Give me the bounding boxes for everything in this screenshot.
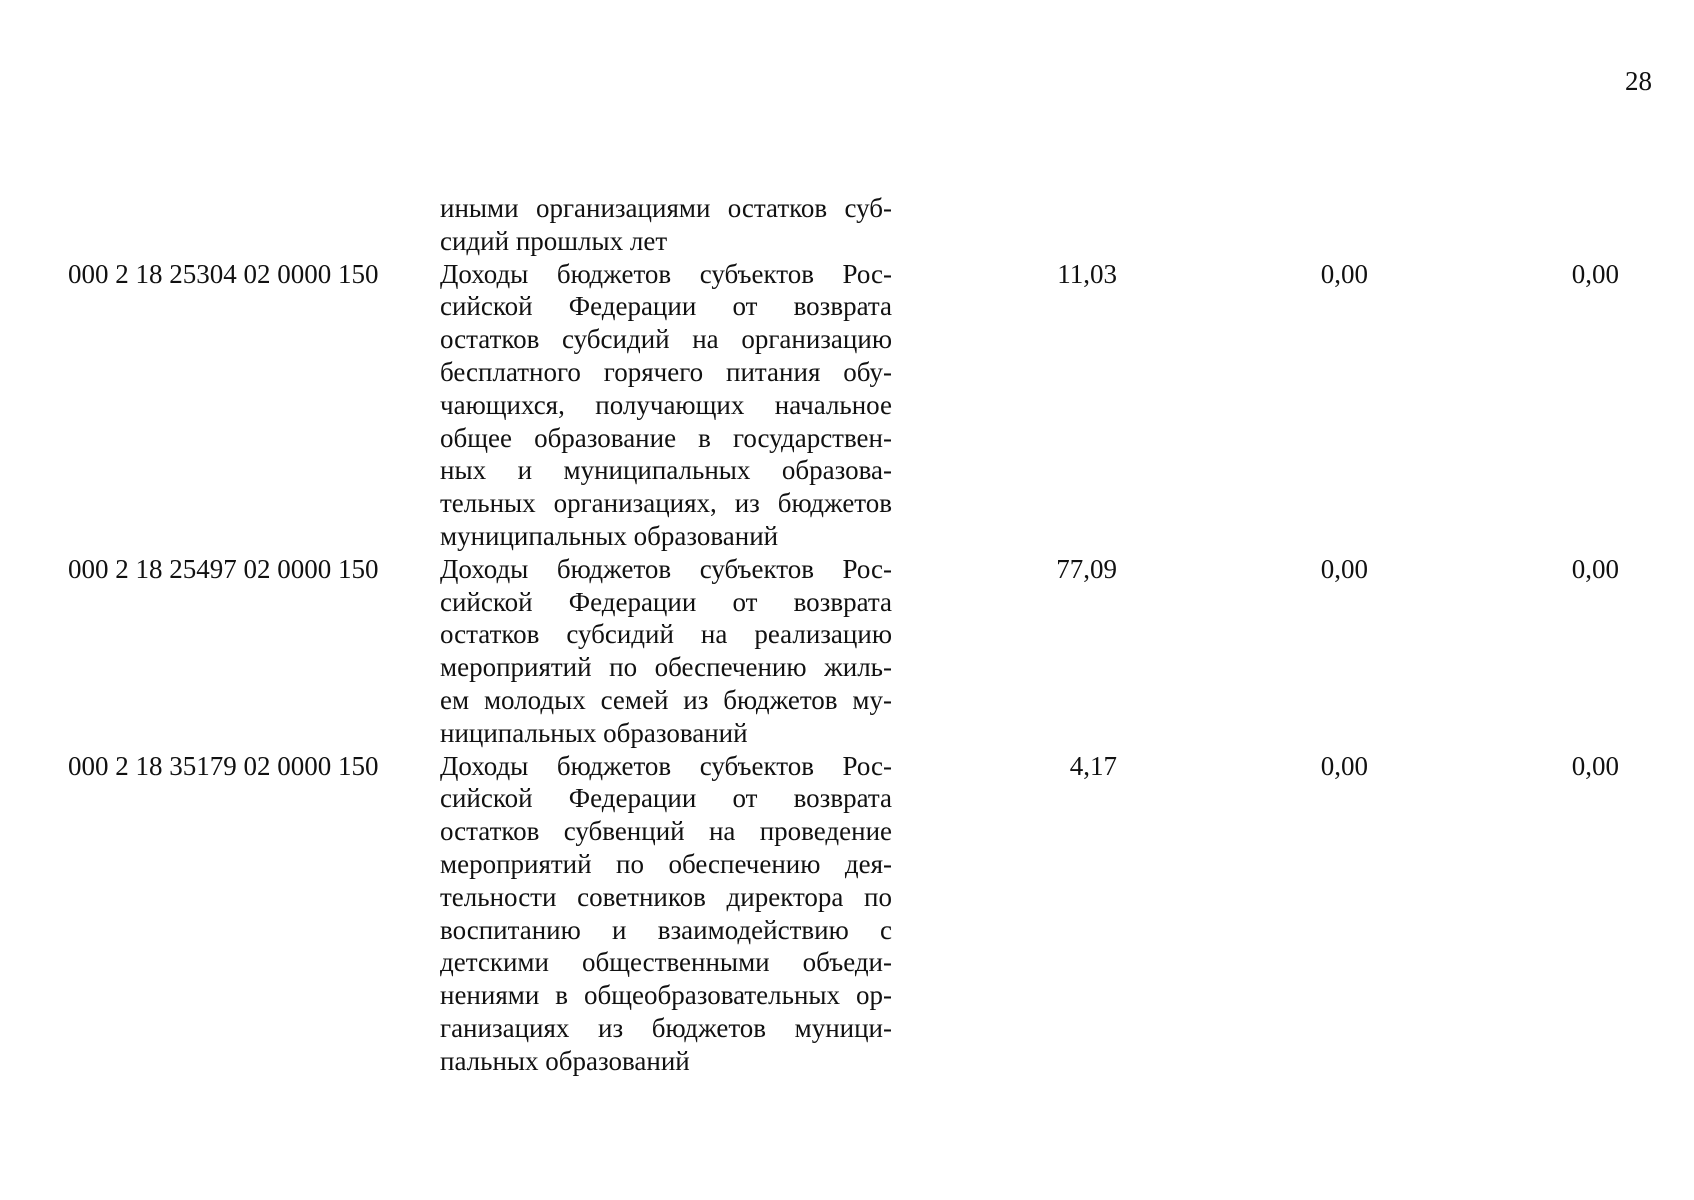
description-line: сийской Федерации от возврата [440, 783, 892, 814]
description-line: мероприятий по обеспечению жиль- [440, 652, 892, 683]
description-line: остатков субвенций на проведение [440, 816, 892, 847]
description-line: сийской Федерации от возврата [440, 291, 892, 322]
description-line: иными организациями остатков суб- [440, 193, 892, 223]
row-description [440, 192, 892, 258]
value-column-2: 0,00 [1320, 553, 1368, 584]
value-column-1: 77,09 [1056, 553, 1117, 584]
description-line: остатков субсидий на реализацию [440, 619, 892, 650]
description-line: нениями в общеобразовательных ор- [440, 980, 892, 1011]
budget-code: 000 2 18 35179 02 0000 150 [68, 750, 379, 781]
description-line: бесплатного горячего питания обу- [440, 356, 892, 387]
row-description [440, 258, 892, 553]
table-row [0, 553, 1694, 750]
budget-code: 000 2 18 25304 02 0000 150 [68, 258, 379, 289]
budget-table [0, 192, 1694, 1078]
description-line: остатков субсидий на организацию [440, 324, 892, 355]
description-line: Доходы бюджетов субъектов Рос- [440, 750, 892, 781]
table-row [0, 258, 1694, 553]
description-line: Доходы бюджетов субъектов Рос- [440, 553, 892, 584]
description-line: сийской Федерации от возврата [440, 586, 892, 617]
continuation-row [0, 192, 1694, 258]
description-line: пальных образований [440, 1045, 690, 1076]
description-line: мероприятий по обеспечению дея- [440, 848, 892, 879]
value-column-3: 0,00 [1571, 750, 1619, 781]
page-number: 28 [1625, 66, 1652, 96]
description-line: муниципальных образований [440, 520, 779, 551]
description-line: детскими общественными объеди- [440, 947, 892, 978]
description-line: общее образование в государствен- [440, 422, 892, 453]
budget-code: 000 2 18 25497 02 0000 150 [68, 553, 379, 584]
description-line: Доходы бюджетов субъектов Рос- [440, 258, 892, 289]
row-description [440, 750, 892, 1078]
value-column-3: 0,00 [1571, 553, 1619, 584]
value-column-2: 0,00 [1320, 750, 1368, 781]
value-column-3: 0,00 [1571, 258, 1619, 289]
description-line: тельности советников директора по [440, 881, 892, 912]
table-row [0, 750, 1694, 1078]
value-column-1: 4,17 [1069, 750, 1117, 781]
description-line: чающихся, получающих начальное [440, 389, 892, 420]
description-line: воспитанию и взаимодействию с [440, 914, 892, 945]
description-line: сидий прошлых лет [440, 225, 668, 256]
value-column-1: 11,03 [1057, 258, 1117, 289]
description-line: ных и муниципальных образова- [440, 455, 892, 486]
value-column-2: 0,00 [1320, 258, 1368, 289]
description-line: тельных организациях, из бюджетов [440, 488, 892, 519]
description-line: ганизациях из бюджетов муници- [440, 1012, 892, 1043]
description-line: ем молодых семей из бюджетов му- [440, 684, 892, 715]
description-line: ниципальных образований [440, 717, 748, 748]
row-description [440, 553, 892, 750]
